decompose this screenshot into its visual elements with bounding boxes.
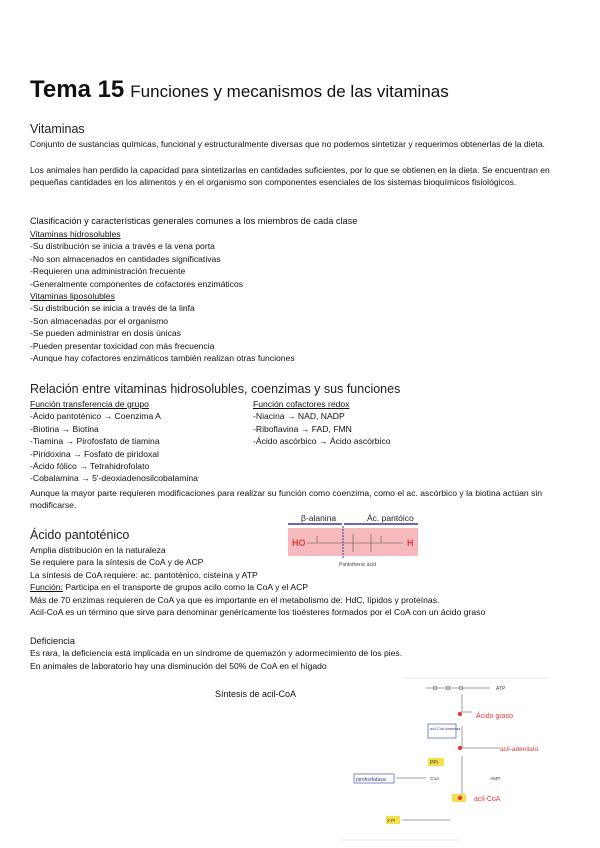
diagram-caption: Pantothenic acid [339,562,376,568]
list-item: -Ácido pantoténico → Coenzima A [30,411,161,422]
acil-adenilato-dot [458,746,462,750]
liposolubles-list [30,302,295,364]
pantotenico-line: Amplia distribución en la naturaleza [30,545,166,555]
pirofosfatasa-label: pirofosfatasa [356,777,386,783]
hidrosolubles-list [30,240,295,290]
redox-list [253,410,391,447]
enzyme-label: acil-CoA sintetasa [430,727,461,731]
list-item: -Su distribución se inicia a través de la linfa [30,303,195,314]
acil-adenilato-label: acil-adenilato [500,746,539,753]
liposolubles-title: Vitaminas liposolubles [30,291,115,302]
list-item: -Biotina → Biotina [30,423,99,434]
list-item: -Requieren una administración frecuente [30,266,186,277]
page-title [30,76,449,104]
coa-label: CoA [430,777,440,782]
list-item: -Riboflavina → FAD, FMN [253,423,352,434]
list-item: -Ácido fólico → Tetrahidrofolato [30,461,150,472]
heading-vitaminas: Vitaminas [30,122,85,136]
deficiencia-line: En animales de laboratorio hay una disminución del 50% de CoA en el hígado [30,660,327,671]
pi-label: 2 Pi [387,819,396,824]
clasificacion-block [30,228,295,364]
list-item: -Cobalamina → 5'-deoxiadenosilcobalamina [30,473,198,484]
pantothenic-acid-diagram [283,510,423,570]
title-number: Tema 15 [30,76,125,103]
ho-label: HO [292,538,306,548]
atp-structure [426,686,490,690]
acido-graso-label: Ácido graso [476,713,513,720]
list-item: -Piridoxina → Fosfato de piridoxal [30,448,159,459]
pantotenico-line: Se requiere para la síntesis de CoA y de ACP [30,557,204,568]
redox-title: Función cofactores redox [253,399,350,409]
transferencia-title: Función transferencia de grupo [30,399,149,409]
fatty-acid-structure [462,694,472,712]
acil-coa-synthesis-diagram [340,676,560,844]
pantoico-label: Ác. pantóico [367,513,414,523]
hidrosolubles-title: Vitaminas hidrosolubles [30,229,121,239]
relacion-note: Aunque la mayor parte requieren modificaciones para realizar su función como coenzima, como el ac. ascórbico y la biotina actúan sin modificarse. [30,488,543,511]
list-item: -Ácido ascórbico → Ácido ascórbico [253,436,391,447]
heading-deficiencia: Deficiencia [30,636,75,646]
relacion-left-column [30,398,198,485]
atp-label: ATP [496,686,506,692]
deficiencia-line: Es rara, la deficiencia está implicada en un síndrome de quemazón y adormecimiento de los pies. [30,648,403,659]
list-item: -Son almacenadas por el organismo [30,315,169,326]
sintesis-title: Síntesis de acil-CoA [215,689,297,699]
list-item: -No son almacenados en cantidades significativas [30,253,221,264]
heading-relacion: Relación entre vitaminas hidrosolubles, coenzimas y sus funciones [30,382,401,396]
list-item: -Niacina → NAD, NADP [253,411,345,422]
funcion-line [30,581,485,593]
list-item: -Su distribución se inicia a través e la vena porta [30,241,215,252]
pantotenico-line: Más de 70 enzimas requieren de CoA ya que es importante en el metabolismo de: HdC, lípidos y proteínas. [30,594,440,605]
acil-coa-label: acil-CoA [474,796,501,803]
list-item: -Se pueden administrar en dosis únicas [30,328,181,339]
fatty-acid-dot [458,712,462,716]
list-item: -Tiamina → Pirofosfato de tiamina [30,436,160,447]
ppi-label: PPi [430,760,438,766]
acil-adenilato-structure [462,726,500,748]
list-item: -Pueden presentar toxicidad con más frecuencia [30,340,215,351]
deficiencia-block [30,635,402,672]
amp-label: AMP [490,777,501,782]
relacion-right-column [253,398,391,448]
heading-pantotenico: Ácido pantoténico [30,528,130,542]
list-item: -Generalmente componentes de cofactores enzimáticos [30,278,244,289]
beta-alanina-label: β-alanina [301,513,337,523]
pantotenico-line: Acil-CoA es un término que sirve para denominar genéricamente los tioésteres formados por el CoA con un ácido graso [30,607,486,618]
vitaminas-paragraph-2: Los animales han perdido la capacidad para sintetizarlas en cantidades suficientes, por lo que se obtienen en la dieta. Se encuentran en pequeñas cantidades en los alimentos y en el organismo son componentes esenciales de los sistemas bioquímicos fisiológicos. [30,165,550,188]
acil-coa-dot [458,796,462,800]
pantotenico-line: La síntesis de CoA requiere: ac. pantoténico, cisteína y ATP [30,569,258,580]
transferencia-list [30,410,198,484]
title-text: Funciones y mecanismos de las vitaminas [130,82,449,101]
list-item: -Aunque hay cofactores enzimáticos también realizan otras funciones [30,353,295,364]
vitaminas-paragraph-1: Conjunto de sustancias químicas, funcional y estructuralmente diversas que no podemos sintetizar y requerimos obtenerlas de la dieta. [30,139,545,149]
funcion-text: Participa en el transporte de grupos acilo como la CoA y el ACP [62,582,309,593]
funcion-label: Función: [30,582,63,593]
heading-clasificacion: Clasificación y características generales comunes a los miembros de cada clase [30,216,358,226]
h-label: H [407,538,414,548]
